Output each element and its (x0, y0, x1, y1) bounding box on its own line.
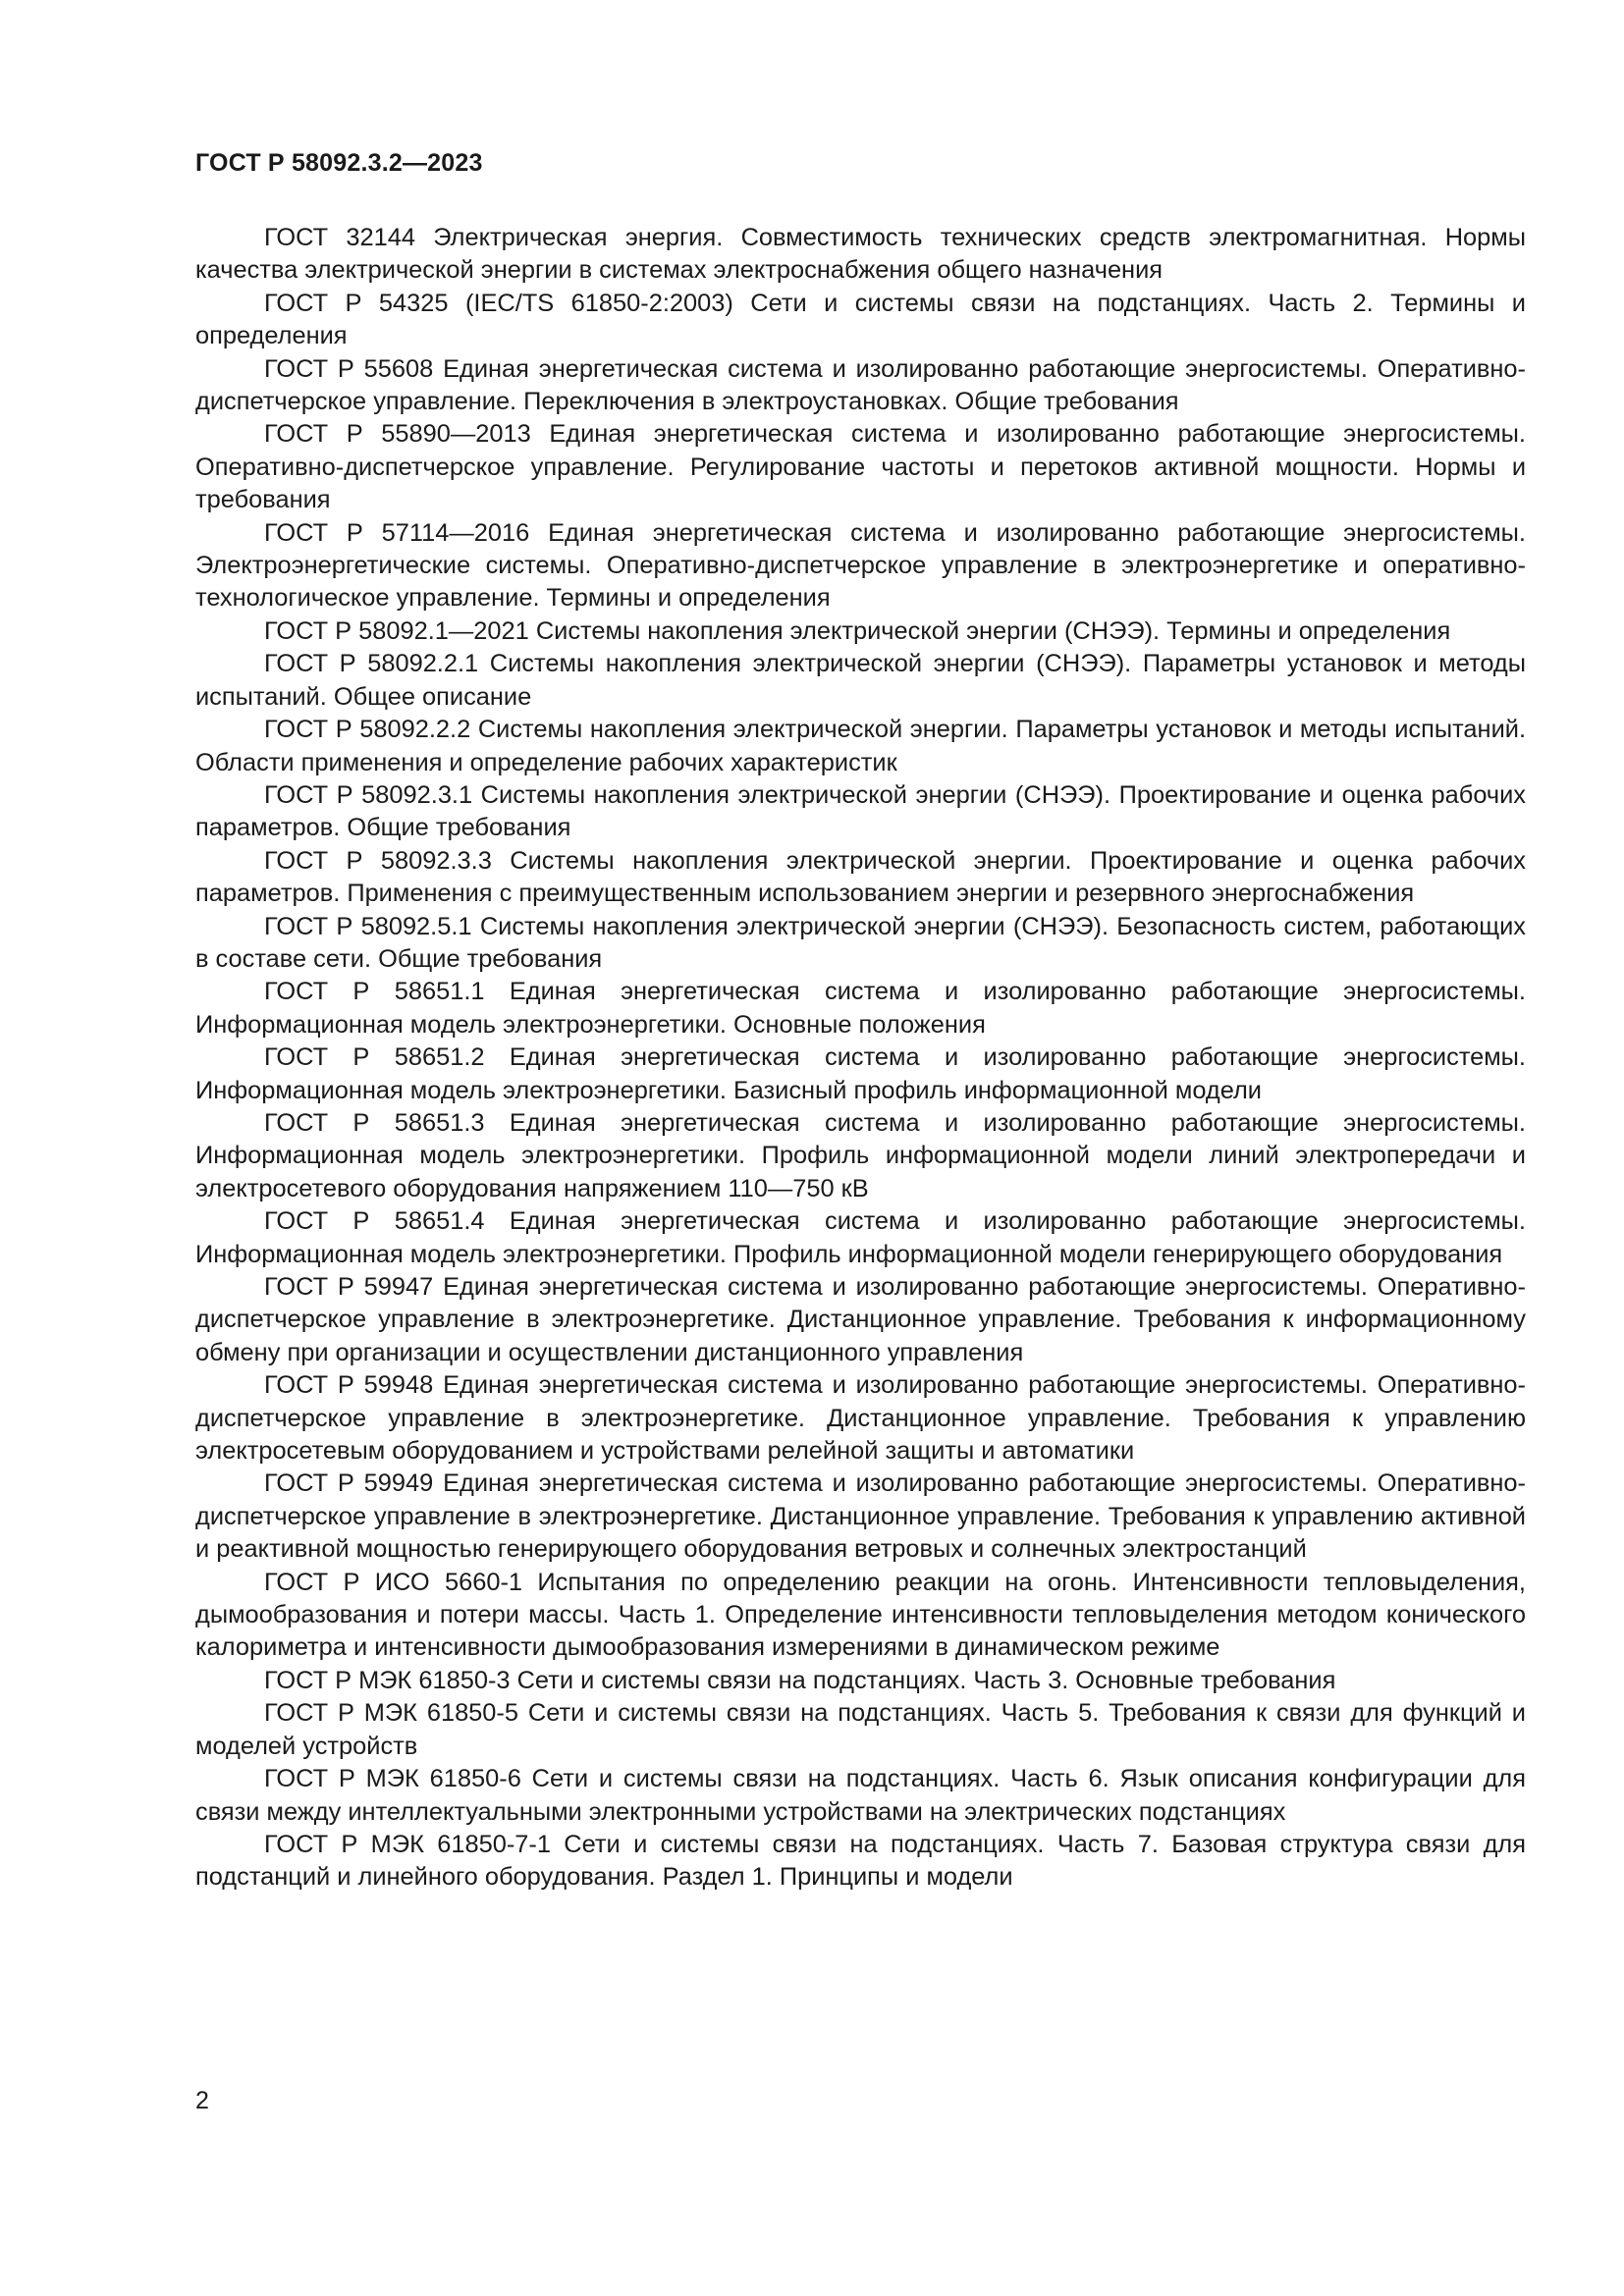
reference-entry: ГОСТ Р МЭК 61850-3 Сети и системы связи на подстанциях. Часть 3. Основные требования (264, 1666, 1336, 1694)
reference-entry: ГОСТ Р ИСО 5660-1 Испытания по определению реакции на огонь. Интенсивности тепловыделения, дымообразования и потери массы. Часть 1. Определение интенсивности тепловыделения методом конического калориметра и интенсивности дымообразования измерениями в динамическом режиме (195, 1568, 1526, 1662)
reference-entry: ГОСТ Р 58092.3.3 Системы накопления электрической энергии. Проектирование и оценка рабочих параметров. Применения с преимущественным использованием энергии и резервного энергоснабжения (195, 846, 1526, 908)
reference-entry: ГОСТ Р МЭК 61850-7-1 Сети и системы связи на подстанциях. Часть 7. Базовая структура связи для подстанций и линейного оборудования. Раздел 1. Принципы и модели (195, 1830, 1526, 1892)
reference-entry: ГОСТ Р 59947 Единая энергетическая система и изолированно работающие энергосистемы. Оперативно-диспетчерское управление в электроэнергетике. Дистанционное управление. Требования к информационному обмену при организации и осуществлении дистанционного управления (195, 1273, 1526, 1366)
reference-entry: ГОСТ Р 58092.2.1 Системы накопления электрической энергии (СНЭЭ). Параметры установок и методы испытаний. Общее описание (195, 650, 1526, 711)
reference-entry: ГОСТ Р 58651.3 Единая энергетическая система и изолированно работающие энергосистемы. Информационная модель электроэнергетики. Профиль информационной модели линий электропередачи и электросетевого оборудования напряжением 110—750 кВ (195, 1108, 1526, 1202)
reference-entry: ГОСТ Р 57114—2016 Единая энергетическая система и изолированно работающие энергосистемы. Электроэнергетические системы. Оперативно-диспетчерское управление в электроэнергетике и оперативно-технологическое управление. Термины и определения (195, 518, 1526, 613)
reference-entry: ГОСТ Р 58651.2 Единая энергетическая система и изолированно работающие энергосистемы. Информационная модель электроэнергетики. Базисный профиль информационной модели (195, 1043, 1526, 1104)
reference-entry: ГОСТ Р МЭК 61850-6 Сети и системы связи на подстанциях. Часть 6. Язык описания конфигурации для связи между интеллектуальными электронными устройствами на электрических подстанциях (195, 1765, 1526, 1826)
reference-entry: ГОСТ Р 58092.2.2 Системы накопления электрической энергии. Параметры установок и методы испытаний. Области применения и определение рабочих характеристик (195, 716, 1526, 776)
document-header-title: ГОСТ Р 58092.3.2—2023 (195, 149, 483, 177)
reference-entry: ГОСТ Р 58651.1 Единая энергетическая система и изолированно работающие энергосистемы. Информационная модель электроэнергетики. Основные положения (195, 978, 1526, 1039)
reference-entry: ГОСТ Р 55890—2013 Единая энергетическая система и изолированно работающие энергосистемы. Оперативно-диспетчерское управление. Регулирование частоты и перетоков активной мощности. Нормы и требования (195, 420, 1526, 514)
reference-entry: ГОСТ Р 59948 Единая энергетическая система и изолированно работающие энергосистемы. Оперативно-диспетчерское управление в электроэнергетике. Дистанционное управление. Требования к управлению электросетевым оборудованием и устройствами релейной защиты и автоматики (195, 1371, 1526, 1466)
reference-entry: ГОСТ Р 58092.1—2021 Системы накопления электрической энергии (СНЭЭ). Термины и определения (264, 616, 1451, 645)
reference-entry: ГОСТ Р 58092.3.1 Системы накопления электрической энергии (СНЭЭ). Проектирование и оценка рабочих параметров. Общие требования (195, 780, 1526, 842)
reference-entry: ГОСТ Р 58092.5.1 Системы накопления электрической энергии (СНЭЭ). Безопасность систем, работающих в составе сети. Общие требования (195, 912, 1526, 973)
normative-references-list (195, 222, 1526, 1895)
reference-entry: ГОСТ Р 59949 Единая энергетическая система и изолированно работающие энергосистемы. Оперативно-диспетчерское управление в электроэнергетике. Дистанционное управление. Требования к управлению активной и реактивной мощностью генерирующего оборудования ветровых и солнечных электростанций (195, 1469, 1526, 1564)
reference-entry: ГОСТ Р МЭК 61850-5 Сети и системы связи на подстанциях. Часть 5. Требования к связи для функций и моделей устройств (195, 1699, 1526, 1760)
reference-entry: ГОСТ Р 58651.4 Единая энергетическая система и изолированно работающие энергосистемы. Информационная модель электроэнергетики. Профиль информационной модели генерирующего оборудования (195, 1207, 1526, 1268)
reference-entry: ГОСТ Р 55608 Единая энергетическая система и изолированно работающие энергосистемы. Оперативно-диспетчерское управление. Переключения в электроустановках. Общие требования (195, 354, 1526, 416)
reference-entry: ГОСТ Р 54325 (IEC/TS 61850-2:2003) Сети и системы связи на подстанциях. Часть 2. Термины и определения (195, 289, 1526, 350)
reference-entry: ГОСТ 32144 Электрическая энергия. Совместимость технических средств электромагнитная. Нормы качества электрической энергии в системах электроснабжения общего назначения (195, 224, 1526, 285)
page-number: 2 (195, 2087, 209, 2114)
